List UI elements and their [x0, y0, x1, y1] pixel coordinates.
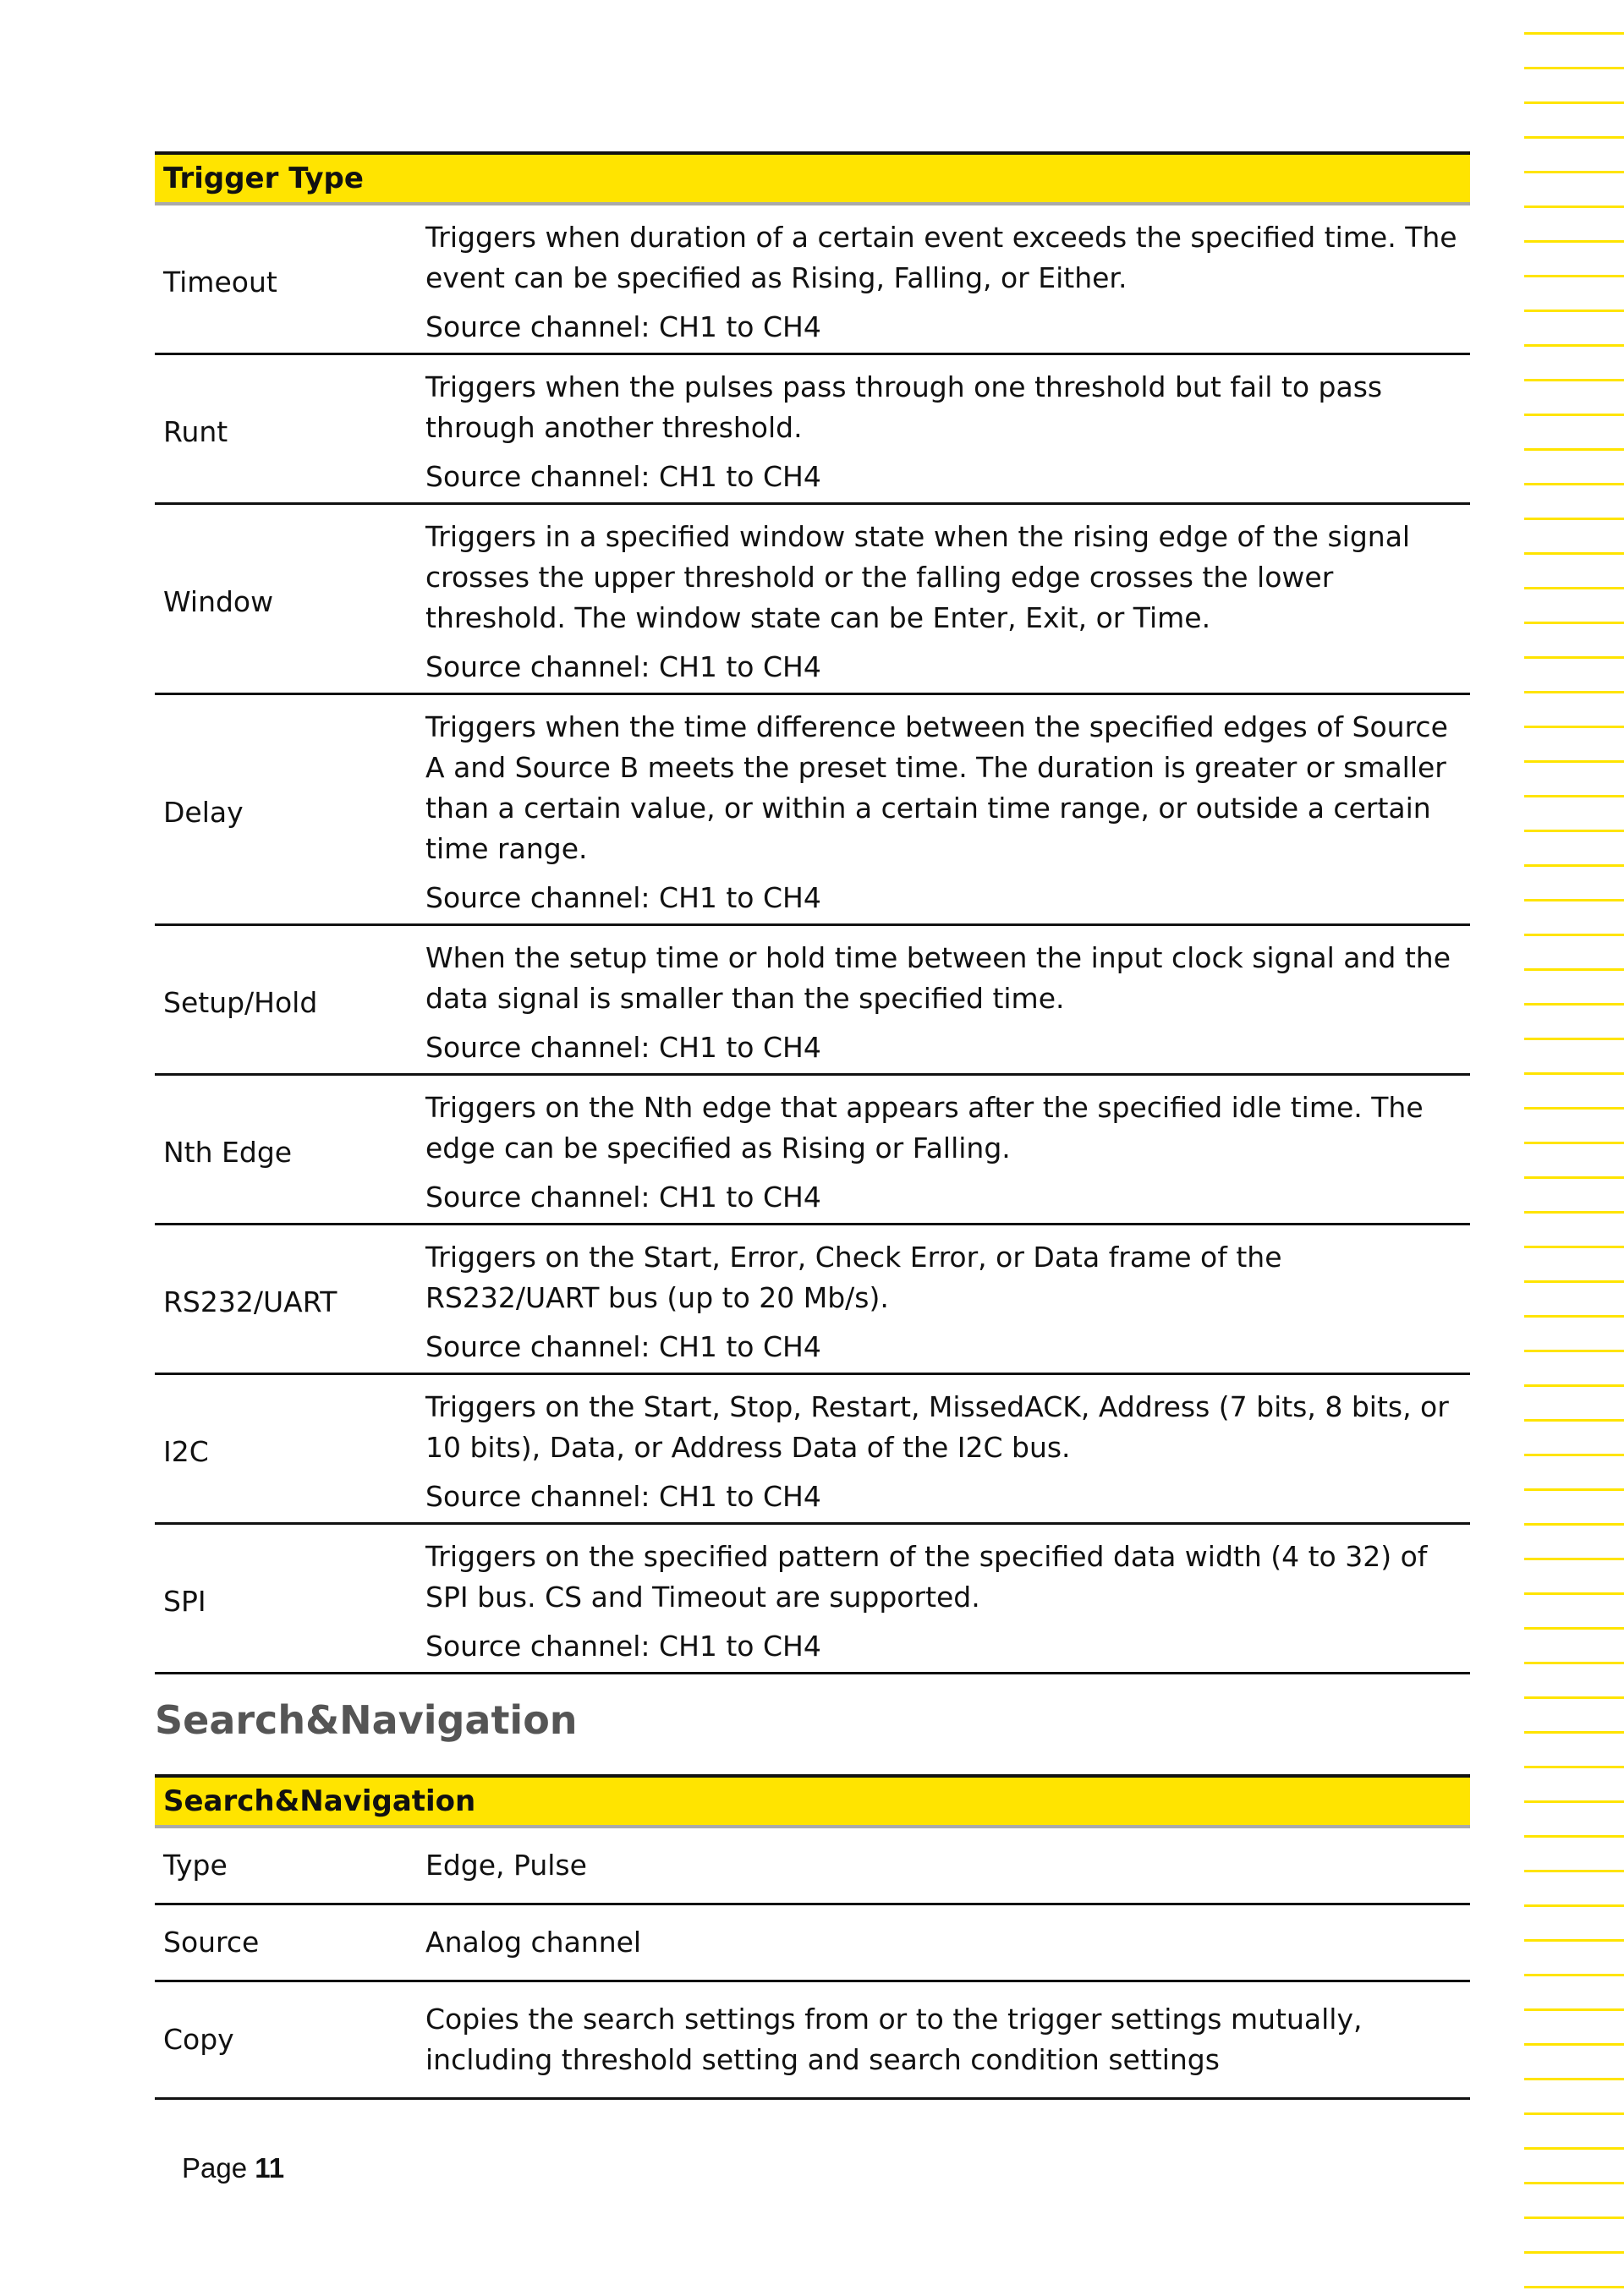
- source-channel-text: Source channel: CH1 to CH4: [425, 1330, 821, 1363]
- row-description: [417, 204, 1470, 354]
- row-description: [417, 694, 1470, 925]
- table-row: [155, 1374, 1470, 1524]
- source-channel-text: Source channel: CH1 to CH4: [425, 881, 821, 914]
- row-label: Window: [155, 504, 417, 694]
- table-row: [155, 1904, 1470, 1981]
- row-description: [417, 1524, 1470, 1674]
- source-channel-text: Source channel: CH1 to CH4: [425, 310, 821, 343]
- row-label: Delay: [155, 694, 417, 925]
- row-description: [417, 1374, 1470, 1524]
- margin-stripe-decoration: [1524, 0, 1624, 2296]
- description-text: Triggers in a specified window state when the rising edge of the signal crosses the upper threshold or the falling edge crosses the lower threshold. The window state can be Enter, Exit, or Time.: [425, 520, 1411, 634]
- table-header: Search&Navigation: [155, 1776, 1470, 1827]
- row-label: RS232/UART: [155, 1225, 417, 1374]
- row-label: Source: [155, 1904, 417, 1981]
- source-channel-text: Source channel: CH1 to CH4: [425, 1480, 821, 1513]
- row-label: Timeout: [155, 204, 417, 354]
- description-text: Triggers on the Start, Error, Check Error, or Data frame of the RS232/UART bus (up to 20 Mb/s).: [425, 1241, 1282, 1314]
- source-channel-text: Source channel: CH1 to CH4: [425, 460, 821, 493]
- row-description: Analog channel: [417, 1904, 1470, 1981]
- table-row: [155, 1827, 1470, 1904]
- row-label: Type: [155, 1827, 417, 1904]
- row-description: [417, 1075, 1470, 1225]
- description-text: Triggers on the specified pattern of the specified data width (4 to 32) of SPI bus. CS and Timeout are supported.: [425, 1540, 1428, 1614]
- table-row: [155, 694, 1470, 925]
- row-description: Copies the search settings from or to the trigger settings mutually, including threshold setting and search condition settings: [417, 1981, 1470, 2099]
- trigger-type-table: [155, 151, 1470, 1674]
- description-text: When the setup time or hold time between the input clock signal and the data signal is smaller than the specified time.: [425, 941, 1451, 1015]
- description-text: Triggers when duration of a certain event exceeds the specified time. The event can be specified as Rising, Falling, or Either.: [425, 221, 1457, 294]
- source-channel-text: Source channel: CH1 to CH4: [425, 1630, 821, 1663]
- row-description: [417, 925, 1470, 1075]
- row-description: Edge, Pulse: [417, 1827, 1470, 1904]
- table-row: [155, 1524, 1470, 1674]
- page-label: Page: [182, 2152, 248, 2184]
- description-text: Triggers when the time difference between the specified edges of Source A and Source B meets the preset time. The duration is greater or smaller than a certain value, or within a certain time range, or outside a certain time range.: [425, 710, 1448, 865]
- search-navigation-table: [155, 1774, 1470, 2100]
- table-row: [155, 504, 1470, 694]
- row-label: Nth Edge: [155, 1075, 417, 1225]
- row-description: [417, 354, 1470, 504]
- row-label: I2C: [155, 1374, 417, 1524]
- section-heading: Search&Navigation: [155, 1697, 578, 1743]
- table-row: [155, 204, 1470, 354]
- row-label: Runt: [155, 354, 417, 504]
- row-description: [417, 504, 1470, 694]
- source-channel-text: Source channel: CH1 to CH4: [425, 1181, 821, 1214]
- row-label: SPI: [155, 1524, 417, 1674]
- row-label: Copy: [155, 1981, 417, 2099]
- table-header: Trigger Type: [155, 153, 1470, 204]
- description-text: Triggers when the pulses pass through one threshold but fail to pass through another threshold.: [425, 370, 1383, 444]
- page-number: [182, 2152, 284, 2184]
- source-channel-text: Source channel: CH1 to CH4: [425, 1031, 821, 1064]
- row-description: [417, 1225, 1470, 1374]
- table-row: [155, 925, 1470, 1075]
- description-text: Triggers on the Start, Stop, Restart, MissedACK, Address (7 bits, 8 bits, or 10 bits), Data, or Address Data of the I2C bus.: [425, 1390, 1449, 1464]
- description-text: Triggers on the Nth edge that appears after the specified idle time. The edge can be specified as Rising or Falling.: [425, 1091, 1424, 1164]
- page-number-value: 11: [255, 2152, 285, 2184]
- table-row: [155, 1075, 1470, 1225]
- table-row: [155, 1981, 1470, 2099]
- source-channel-text: Source channel: CH1 to CH4: [425, 650, 821, 683]
- table-row: [155, 1225, 1470, 1374]
- spec-page: [155, 151, 1470, 2100]
- row-label: Setup/Hold: [155, 925, 417, 1075]
- table-row: [155, 354, 1470, 504]
